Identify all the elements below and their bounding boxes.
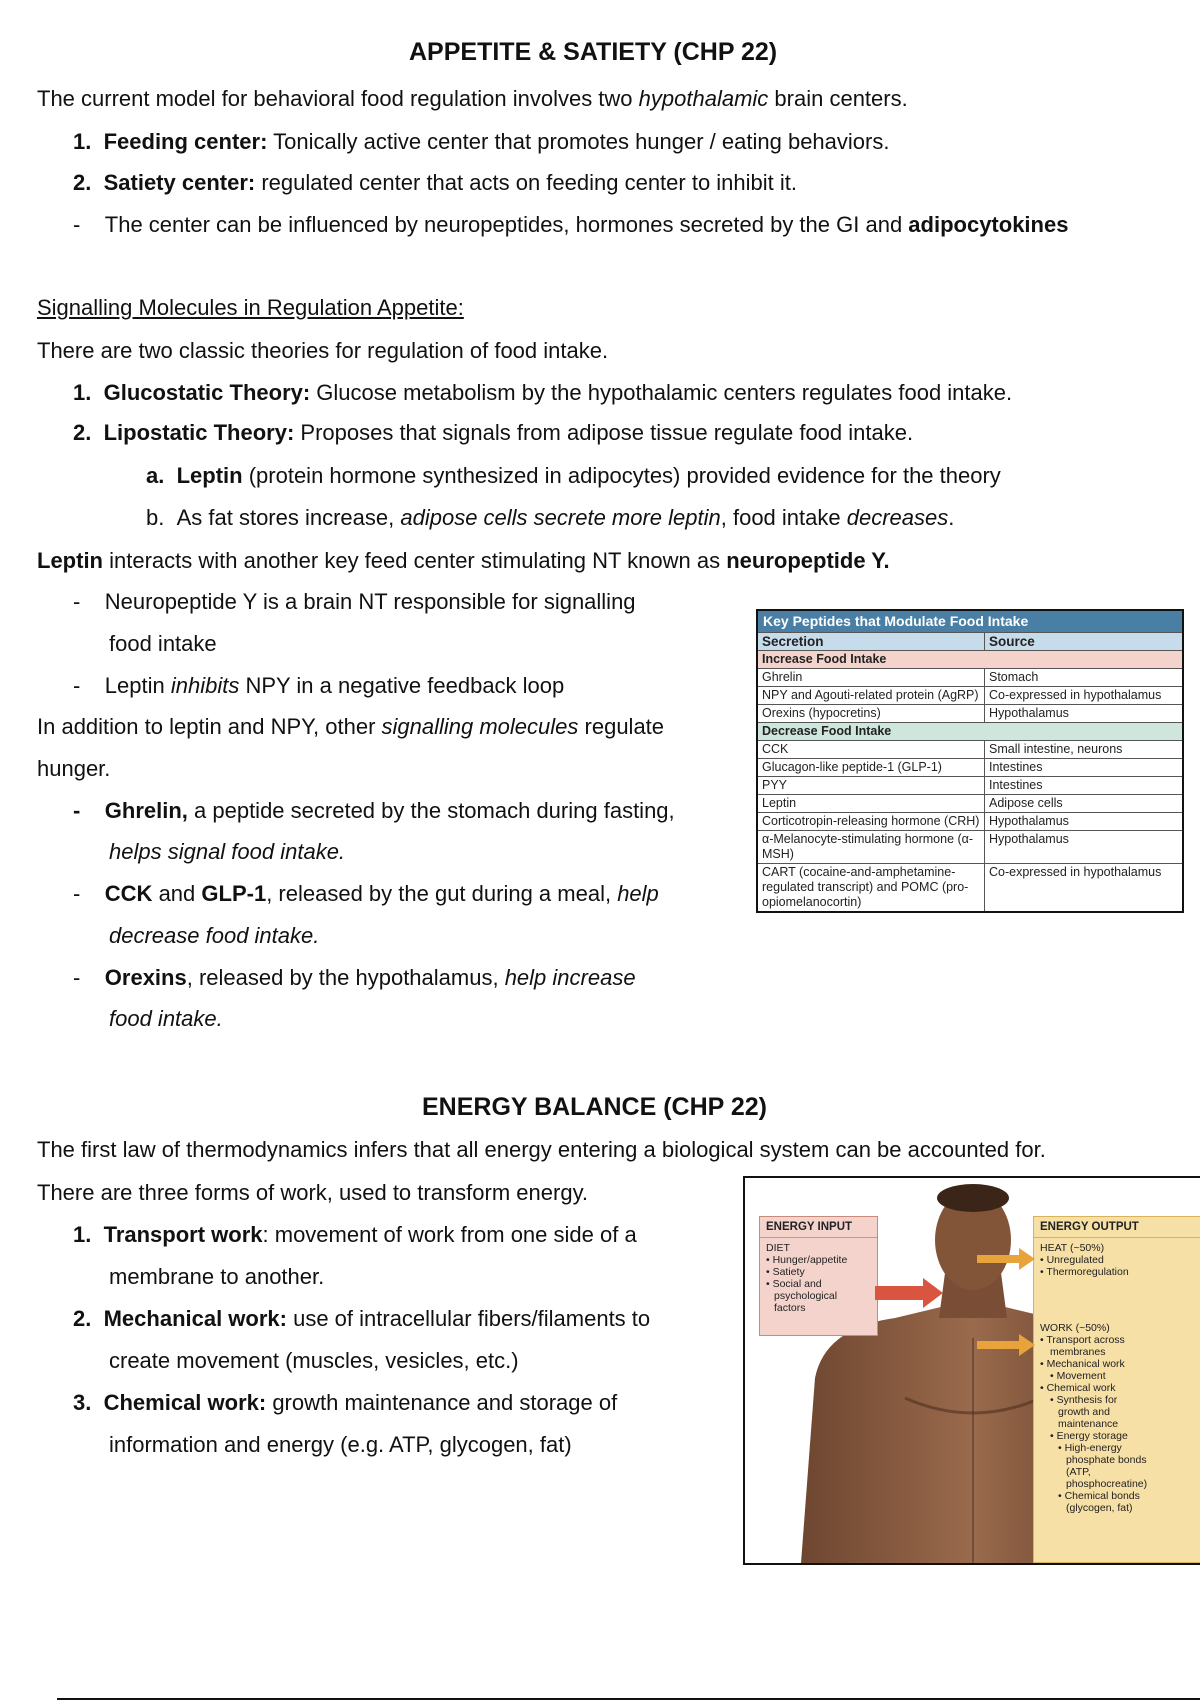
list-item: 2. Mechanical work: use of intracellular fibers/filaments to: [73, 1306, 651, 1331]
signalling-intro: There are two classic theories for regulation of food intake.: [37, 338, 609, 363]
list-item: 1. Transport work: movement of work from one side of a: [73, 1222, 637, 1247]
heat-arrow: [977, 1248, 1037, 1270]
heat-label: HEAT (~50%): [1040, 1242, 1105, 1254]
addition-note-cont: hunger.: [37, 756, 111, 781]
energy-law: The first law of thermodynamics infers that all energy entering a biological system can be accounted for.: [37, 1137, 1046, 1162]
work-item: • High-energy: [1058, 1442, 1122, 1454]
work-item: membranes: [1050, 1346, 1106, 1358]
work-item: (ATP,: [1066, 1466, 1091, 1478]
secretion-cell: CART (cocaine-and-amphetamine-regulated transcript) and POMC (pro-opiomelanocortin): [757, 864, 985, 913]
energy-output-box: ENERGY OUTPUT HEAT (~50%) • Unregulated • Thermoregulation WORK (~50%) • Transport across membranes • Mechanical work • Movement • Chemical work • Synthesis for growth and maintenance • Energy storage • High-energy phosphate bonds (ATP, phosphocreatine) • Chemical bonds (glycogen, fat): [1033, 1216, 1200, 1563]
table-row: [757, 741, 1183, 759]
secretion-cell: Glucagon-like peptide-1 (GLP-1): [757, 759, 985, 777]
secretion-cell: α-Melanocyte-stimulating hormone (α-MSH): [757, 831, 985, 864]
work-item: • Synthesis for: [1050, 1394, 1118, 1406]
list-item-cont: membrane to another.: [109, 1264, 325, 1289]
heat-item: • Unregulated: [1040, 1254, 1104, 1266]
list-item: - Orexins, released by the hypothalamus, help increase: [73, 965, 636, 990]
list-item: b. As fat stores increase, adipose cells secrete more leptin, food intake decreases.: [146, 505, 955, 530]
work-arrow: [977, 1334, 1037, 1356]
table-row: [757, 813, 1183, 831]
list-item: - Ghrelin, a peptide secreted by the stomach during fasting,: [73, 798, 675, 823]
source-cell: Co-expressed in hypothalamus: [985, 864, 1184, 913]
column-header: Source: [985, 633, 1184, 651]
energy-balance-figure: [743, 1176, 1200, 1565]
list-item: a. Leptin (protein hormone synthesized in adipocytes) provided evidence for the theory: [146, 463, 1001, 488]
secretion-cell: Ghrelin: [757, 669, 985, 687]
source-cell: Adipose cells: [985, 795, 1184, 813]
list-item-cont: decrease food intake.: [109, 923, 320, 948]
table-row: [757, 669, 1183, 687]
secretion-cell: Orexins (hypocretins): [757, 705, 985, 723]
work-item: • Chemical work: [1040, 1382, 1116, 1394]
input-arrow: [875, 1278, 945, 1308]
list-item: - CCK and GLP-1, released by the gut during a meal, help: [73, 881, 659, 906]
list-item: 3. Chemical work: growth maintenance and storage of: [73, 1390, 618, 1415]
list-item-cont: information and energy (e.g. ATP, glycogen, fat): [109, 1432, 572, 1457]
heat-item: • Thermoregulation: [1040, 1266, 1129, 1278]
signalling-heading: Signalling Molecules in Regulation Appetite:: [37, 295, 464, 320]
list-item-cont: helps signal food intake.: [109, 839, 346, 864]
list-item: - Leptin inhibits NPY in a negative feedback loop: [73, 673, 565, 698]
input-item: psychological: [774, 1290, 838, 1302]
source-cell: Stomach: [985, 669, 1184, 687]
table-row: [757, 705, 1183, 723]
source-cell: Hypothalamus: [985, 705, 1184, 723]
list-item: 1. Glucostatic Theory: Glucose metabolism by the hypothalamic centers regulates food intake.: [73, 380, 1013, 405]
work-item: • Movement: [1050, 1370, 1106, 1382]
table-row: [757, 831, 1183, 864]
energy-title: ENERGY BALANCE (CHP 22): [422, 1093, 767, 1121]
secretion-cell: CCK: [757, 741, 985, 759]
table-row: [757, 777, 1183, 795]
work-item: • Chemical bonds: [1058, 1490, 1140, 1502]
work-item: • Energy storage: [1050, 1430, 1128, 1442]
input-item: • Social and: [766, 1278, 822, 1290]
source-cell: Small intestine, neurons: [985, 741, 1184, 759]
peptide-table: [756, 609, 1184, 913]
table-row: [757, 687, 1183, 705]
work-item: growth and: [1058, 1406, 1110, 1418]
dash-note: - The center can be influenced by neuropeptides, hormones secreted by the GI and adipocytokines: [73, 212, 1069, 237]
table-title: Key Peptides that Modulate Food Intake: [757, 610, 1183, 633]
leptin-note: Leptin interacts with another key feed center stimulating NT known as neuropeptide Y.: [37, 548, 890, 573]
list-item-cont: food intake.: [109, 1006, 223, 1031]
secretion-cell: PYY: [757, 777, 985, 795]
work-item: maintenance: [1058, 1418, 1119, 1430]
appetite-intro: The current model for behavioral food regulation involves two hypothalamic brain centers.: [37, 86, 908, 111]
source-cell: Intestines: [985, 777, 1184, 795]
diet-label: DIET: [766, 1242, 790, 1254]
table-row: [757, 864, 1183, 913]
source-cell: Intestines: [985, 759, 1184, 777]
list-item: - Neuropeptide Y is a brain NT responsible for signalling: [73, 589, 636, 614]
energy-input-box: ENERGY INPUT DIET • Hunger/appetite • Satiety • Social and psychological factors: [759, 1216, 878, 1336]
secretion-cell: NPY and Agouti-related protein (AgRP): [757, 687, 985, 705]
source-cell: Co-expressed in hypothalamus: [985, 687, 1184, 705]
source-cell: Hypothalamus: [985, 831, 1184, 864]
secretion-cell: Leptin: [757, 795, 985, 813]
increase-label: Increase Food Intake: [757, 651, 1183, 669]
input-item: • Hunger/appetite: [766, 1254, 848, 1266]
work-item: phosphocreatine): [1066, 1478, 1148, 1490]
column-header: Secretion: [757, 633, 985, 651]
table-row: [757, 795, 1183, 813]
work-item: phosphate bonds: [1066, 1454, 1147, 1466]
secretion-cell: Corticotropin-releasing hormone (CRH): [757, 813, 985, 831]
appetite-title: APPETITE & SATIETY (CHP 22): [409, 38, 778, 66]
work-item: (glycogen, fat): [1066, 1502, 1133, 1514]
list-item-cont: food intake: [109, 631, 217, 656]
decrease-label: Decrease Food Intake: [757, 723, 1183, 741]
energy-forms: There are three forms of work, used to transform energy.: [37, 1180, 589, 1205]
list-item: 2. Lipostatic Theory: Proposes that signals from adipose tissue regulate food intake.: [73, 420, 914, 445]
addition-note: In addition to leptin and NPY, other signalling molecules regulate: [37, 714, 665, 739]
work-label: WORK (~50%): [1040, 1322, 1110, 1334]
work-item: • Mechanical work: [1040, 1358, 1125, 1370]
list-item-cont: create movement (muscles, vesicles, etc.): [109, 1348, 519, 1373]
list-item: 2. Satiety center: regulated center that acts on feeding center to inhibit it.: [73, 170, 798, 195]
list-item: 1. Feeding center: Tonically active center that promotes hunger / eating behaviors.: [73, 129, 890, 154]
source-cell: Hypothalamus: [985, 813, 1184, 831]
work-item: • Transport across: [1040, 1334, 1125, 1346]
table-row: [757, 759, 1183, 777]
input-item: factors: [774, 1302, 806, 1314]
input-item: • Satiety: [766, 1266, 805, 1278]
